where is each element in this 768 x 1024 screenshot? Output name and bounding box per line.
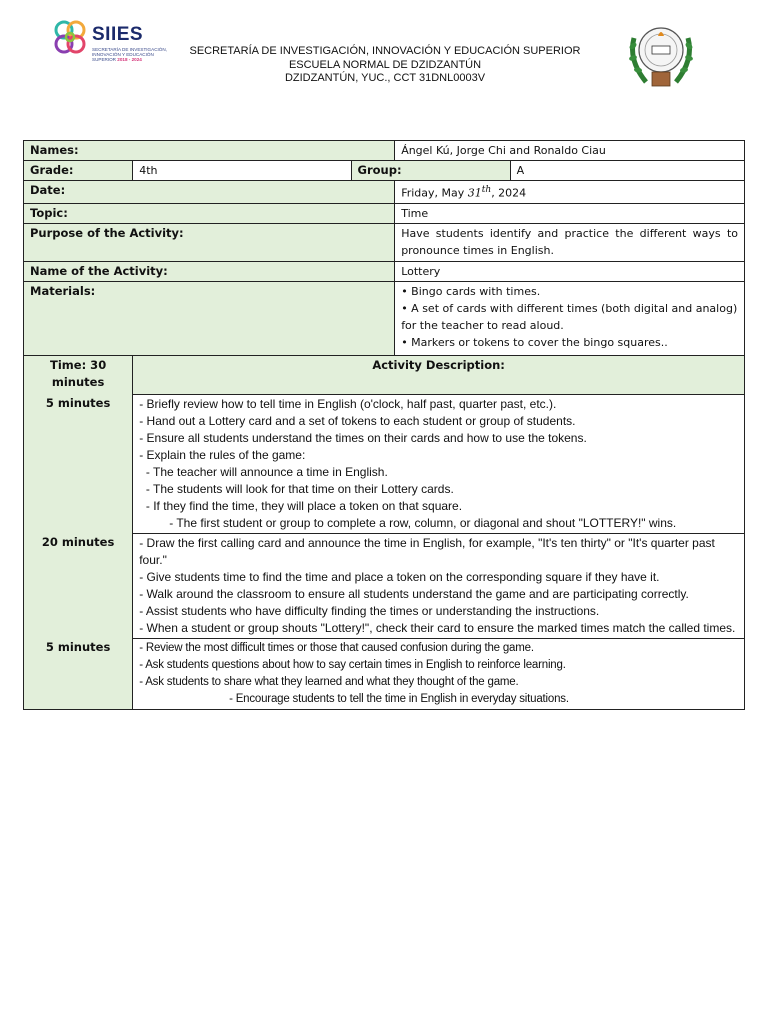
stage-time: 5 minutes bbox=[24, 394, 133, 533]
names-value: Ángel Kú, Jorge Chi and Ronaldo Ciau bbox=[395, 141, 745, 161]
grade-value: 4th bbox=[133, 161, 351, 181]
stage-line: - Assist students who have difficulty finding the times or understanding the instructions. bbox=[139, 603, 600, 618]
siies-subtitle-line: SECRETARÍA DE INVESTIGACIÓN, bbox=[92, 47, 167, 52]
stage-time: 20 minutes bbox=[24, 533, 133, 638]
stage-row bbox=[24, 394, 745, 533]
stage-description bbox=[133, 638, 745, 709]
siies-years: 2018 - 2024 bbox=[117, 57, 142, 63]
materials-list bbox=[395, 281, 745, 355]
row-date bbox=[24, 181, 745, 204]
date-value bbox=[395, 181, 745, 204]
stage-description bbox=[133, 394, 745, 533]
activity-name-label: Name of the Activity: bbox=[24, 261, 395, 281]
names-label: Names: bbox=[24, 141, 395, 161]
materials-item: • Bingo cards with times. bbox=[401, 284, 541, 298]
siies-subtitle-text: SUPERIOR bbox=[92, 57, 116, 63]
row-grade-group bbox=[24, 161, 745, 181]
heading-line-address: DZIDZANTÚN, YUC., CCT 31DNL0003V bbox=[284, 72, 486, 84]
stage-line: - When a student or group shouts "Lottery!", check their card to ensure the marked times match the called times. bbox=[139, 620, 736, 635]
school-crest-icon bbox=[624, 20, 698, 92]
stage-line: - Hand out a Lottery card and a set of tokens to each student or group of students. bbox=[139, 413, 576, 428]
row-names bbox=[24, 141, 745, 161]
stage-line: - Ask students to share what they learned and what they thought of the game. bbox=[139, 675, 519, 688]
stage-line: - Encourage students to tell the time in English in everyday situations. bbox=[139, 692, 569, 705]
siies-wordmark: SIIES bbox=[92, 24, 144, 45]
heading-line-secretaria: SECRETARÍA DE INVESTIGACIÓN, INNOVACIÓN Y EDUCACIÓN SUPERIOR bbox=[189, 45, 581, 57]
date-ordinal: th bbox=[481, 185, 492, 195]
date-year: , 2024 bbox=[491, 186, 527, 200]
row-activity-header bbox=[24, 355, 745, 394]
siies-subtitle bbox=[92, 47, 182, 63]
document-header bbox=[0, 0, 768, 110]
stage-line: - Give students time to find the time and place a token on the corresponding square if they have it. bbox=[139, 569, 660, 584]
stage-line: - Briefly review how to tell time in English (o'clock, half past, quarter past, etc.). bbox=[139, 396, 557, 411]
stage-line: - The students will look for that time on their Lottery cards. bbox=[139, 481, 454, 496]
purpose-label: Purpose of the Activity: bbox=[24, 223, 395, 261]
stage-row bbox=[24, 533, 745, 638]
materials-item: • Markers or tokens to cover the bingo squares.. bbox=[401, 335, 668, 349]
grade-label: Grade: bbox=[24, 161, 133, 181]
topic-label: Topic: bbox=[24, 203, 395, 223]
materials-item: • A set of cards with different times (both digital and analog) for the teacher to read aloud. bbox=[401, 301, 738, 332]
lesson-plan-table-main bbox=[23, 140, 745, 710]
siies-subtitle-line: INNOVACIÓN Y EDUCACIÓN bbox=[92, 52, 154, 58]
date-prefix: Friday, May bbox=[401, 186, 468, 200]
stage-line: - The teacher will announce a time in English. bbox=[139, 464, 388, 479]
stage-line: - Ask students questions about how to say certain times in English to reinforce learning. bbox=[139, 658, 566, 671]
stage-line: - Ensure all students understand the times on their cards and how to use the tokens. bbox=[139, 430, 587, 445]
stage-row bbox=[24, 638, 745, 709]
stage-description bbox=[133, 533, 745, 638]
institution-heading bbox=[180, 45, 590, 86]
siies-subtitle-line bbox=[92, 57, 182, 62]
siies-logo-icon bbox=[52, 20, 88, 56]
stage-line: - Draw the first calling card and announce the time in English, for example, "It's ten thirty" or "It's quarter past four." bbox=[139, 535, 719, 567]
topic-value: Time bbox=[395, 203, 745, 223]
stage-line: - Review the most difficult times or those that caused confusion during the game. bbox=[139, 641, 534, 654]
date-label: Date: bbox=[24, 181, 395, 204]
stage-line: - The first student or group to complete a row, column, or diagonal and shout "LOTTERY!" wins. bbox=[139, 515, 677, 530]
stage-line: - If they find the time, they will place a token on that square. bbox=[139, 498, 463, 513]
heading-line-escuela: ESCUELA NORMAL DE DZIDZANTÚN bbox=[288, 58, 482, 71]
group-value: A bbox=[510, 161, 744, 181]
stage-line: - Explain the rules of the game: bbox=[139, 447, 306, 462]
total-time-label: Time: 30 minutes bbox=[24, 355, 133, 394]
row-activity-name bbox=[24, 261, 745, 281]
purpose-value: Have students identify and practice the different ways to pronounce times in English. bbox=[395, 223, 745, 261]
row-purpose bbox=[24, 223, 745, 261]
row-topic bbox=[24, 203, 745, 223]
group-label: Group: bbox=[351, 161, 510, 181]
materials-label: Materials: bbox=[24, 281, 395, 355]
siies-logo bbox=[52, 20, 182, 70]
stage-line: - Walk around the classroom to ensure all students understand the game and are participating correctly. bbox=[139, 586, 689, 601]
stage-time: 5 minutes bbox=[24, 638, 133, 709]
activity-name-value: Lottery bbox=[395, 261, 745, 281]
activity-description-label: Activity Description: bbox=[133, 355, 745, 394]
date-day: 31 bbox=[467, 186, 482, 200]
row-materials bbox=[24, 281, 745, 355]
